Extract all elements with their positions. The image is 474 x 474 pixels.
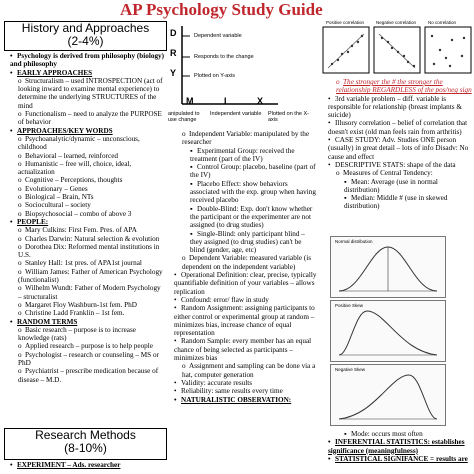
section-weight: (2-4%) <box>67 34 104 48</box>
bullet-icon: • <box>328 454 331 463</box>
list-item-text: Charles Darwin: Natural selection & evolution <box>25 234 160 243</box>
list-item <box>4 185 165 193</box>
bullet-icon: o <box>18 176 22 185</box>
list-item <box>322 136 472 161</box>
list-item <box>322 438 472 455</box>
bullet-icon: o <box>18 267 22 276</box>
list-item-text: Confound: error/ flaw in study <box>181 295 269 304</box>
bullet-icon: ▪ <box>190 204 193 213</box>
bullet-icon: o <box>18 151 22 160</box>
list-item <box>4 301 165 309</box>
bullet-icon: ▪ <box>344 194 347 203</box>
bullet-icon: • <box>328 160 331 169</box>
list-item <box>4 69 165 77</box>
list-item <box>4 176 165 184</box>
bullet-icon: ▪ <box>190 229 193 238</box>
diagram-label-xaxis: Plotted on the X-axis <box>268 111 309 123</box>
dry-mix-diagram <box>168 22 318 132</box>
list-item-text: Margaret Floy Washburn-1st fem. PhD <box>25 300 137 309</box>
list-item-text: Biological – Brain, NTs <box>25 193 94 202</box>
bullet-icon: o <box>18 76 22 85</box>
bullet-icon: ▪ <box>190 146 193 155</box>
list-item-text: Biopsychosocial – combo of above 3 <box>25 209 132 218</box>
list-item <box>4 351 165 368</box>
list-item-text: Basic research – purpose is to increase knowledge (rats) <box>18 325 136 343</box>
bullet-icon: • <box>10 317 13 326</box>
corr-label-none: No correlation <box>428 20 457 25</box>
bullet-icon: o <box>18 367 22 376</box>
bullet-icon: o <box>18 184 22 193</box>
list-item-text: PEOPLE: <box>17 217 49 226</box>
list-item-text: Cognitive – Perceptions, thoughts <box>25 176 123 185</box>
diagram-mix: M I X <box>186 96 278 106</box>
list-item-text: William James: Father of American Psychology (functionalist) <box>18 267 163 285</box>
list-item-text: Functionalism – need to analyze the PURPOSE of behavior <box>18 110 162 127</box>
list-item-text: Stanley Hall: 1st pres. of APA1st journal <box>25 259 142 268</box>
bullet-icon: o <box>18 242 22 251</box>
list-item-text: Experimental Group: received the treatment (part of the IV) <box>190 146 295 163</box>
distribution-figures <box>330 236 446 428</box>
bullet-icon: • <box>10 52 13 60</box>
bullet-icon: ▪ <box>190 179 193 188</box>
bullet-icon: ▪ <box>190 163 193 172</box>
section-header-history <box>4 21 167 51</box>
bullet-icon: o <box>18 134 22 143</box>
list-item <box>168 296 318 304</box>
diagram-label-manip: anipulated to use change <box>168 111 200 123</box>
list-item-text: Psychologist – research or counseling – MS or PhD <box>18 350 159 367</box>
diagram-letter-d: D <box>170 28 177 38</box>
section-weight: (8-10%) <box>64 441 107 455</box>
bullet-icon: o <box>18 110 22 119</box>
bullet-icon: o <box>18 342 22 351</box>
list-item <box>4 342 165 350</box>
bullet-icon: o <box>18 209 22 218</box>
list-item <box>4 309 165 317</box>
negative-skew-curve <box>331 365 445 425</box>
list-item-text: Validity: accurate results <box>181 378 253 387</box>
list-item <box>322 455 472 463</box>
list-item <box>322 194 472 211</box>
list-item <box>4 326 165 343</box>
list-item-text: Control Group: placebo, baseline (part of the IV) <box>190 163 316 180</box>
list-item <box>168 304 318 337</box>
bullet-icon: o <box>18 193 22 202</box>
list-item <box>168 271 318 296</box>
bullet-icon: ▪ <box>344 177 347 186</box>
list-item-text: APPROACHES/KEY WORDS <box>17 126 113 135</box>
list-item-text: Mean: Average (use in normal distribution) <box>344 177 438 194</box>
list-item <box>4 152 165 160</box>
list-item-text: RANDOM TERMS <box>17 317 78 326</box>
list-item-text: Structuralism – used INTROSPECTION (act of looking inward to examine mental experience) to determine the underlying STRUCTURES of the mind <box>18 76 163 110</box>
list-item <box>168 387 318 395</box>
diagram-label-dv: Dependent variable <box>194 33 242 39</box>
list-item <box>4 268 165 285</box>
bullet-icon: • <box>174 387 177 396</box>
list-item-text: Psychiatrist – prescribe medication because of disease – M.D. <box>18 367 159 384</box>
bullet-icon: • <box>174 395 177 404</box>
list-item-text: The stronger the # the stronger the relationship REGARDLESS of the pos/neg sign <box>336 78 472 95</box>
section-title: History and Approaches <box>21 21 150 35</box>
list-item <box>4 226 165 234</box>
list-item <box>322 169 472 177</box>
list-item <box>4 77 165 110</box>
list-item <box>168 379 318 387</box>
bullet-icon: • <box>174 295 177 304</box>
list-item <box>168 147 318 164</box>
list-item-text: Random Assignment: assigning participants to either control or experimental group at random – minimizes bias, increase chance of equal representation <box>174 304 315 338</box>
bullet-icon: o <box>182 130 186 138</box>
bullet-icon: • <box>174 304 177 313</box>
bullet-icon: • <box>174 271 177 280</box>
list-item <box>4 367 165 384</box>
correlation-charts <box>322 20 472 76</box>
list-item-text: Psychoanalytic/dynamic – unconscious, childhood <box>18 134 140 152</box>
list-item-text: Humanistic – free will, choice, ideal, actualization <box>18 159 132 177</box>
list-item-text: NATURALISTIC OBSERVATION: <box>181 395 292 404</box>
list-item <box>4 284 165 301</box>
bullet-icon: o <box>182 362 186 371</box>
section-title: Research Methods <box>35 428 136 442</box>
list-item-text: Double-Blind: Exp. don't know whether the participant or the experimenter are not assigned (to drug studies) <box>190 204 313 230</box>
list-item <box>4 218 165 226</box>
bullet-icon: o <box>18 309 22 318</box>
bullet-icon: o <box>18 226 22 235</box>
list-item-text: Measures of Central Tendency: <box>343 169 433 178</box>
column-history-bottom <box>4 461 165 469</box>
bullet-icon: o <box>18 325 22 334</box>
list-item <box>168 130 318 147</box>
list-item-text: EARLY APPROACHES <box>17 68 93 77</box>
list-item-text: Assignment and sampling can be done via a hat, computer generation <box>182 362 316 379</box>
bullet-icon: • <box>328 136 331 145</box>
corr-label-positive: Positive correlation <box>326 20 365 25</box>
list-item-text: CASE STUDY: Adv. Studies ONE person (usually) in great detail – lots of info Disadv: No cause and effect <box>328 136 469 161</box>
diagram-letter-r: R <box>170 48 177 58</box>
list-item <box>168 396 318 404</box>
list-item <box>4 259 165 267</box>
list-item <box>322 430 472 438</box>
bullet-icon: o <box>18 284 22 293</box>
list-item-text: Christine Ladd Franklin – 1st fem. <box>25 309 125 318</box>
bullet-icon: • <box>174 378 177 387</box>
page-title: AP Psychology Study Guide <box>120 0 323 19</box>
bullet-icon: • <box>328 94 331 103</box>
list-item <box>4 160 165 177</box>
list-item-text: STATISTICAL SIGNIFANCE = results are <box>335 454 468 463</box>
list-item-text: Mary Culkins: First Fem. Pres. of APA <box>25 226 137 235</box>
list-item <box>322 178 472 195</box>
list-item-text: Applied research – purpose is to help people <box>25 342 153 351</box>
list-item-text: Behavioral – learned, reinforced <box>25 151 118 160</box>
list-item <box>4 243 165 260</box>
column-research <box>168 130 318 404</box>
normal-distribution-figure: Normal distribution <box>330 236 446 298</box>
column-history <box>4 52 165 384</box>
bullet-icon: o <box>18 259 22 268</box>
bullet-icon: o <box>336 78 340 86</box>
corr-label-negative: Negative correlation <box>376 20 417 25</box>
list-item-text: Random Sample: every member has an equal chance of being selected as participants – minimizes bias <box>174 337 312 363</box>
bullet-icon: o <box>182 254 186 263</box>
list-item <box>322 95 472 120</box>
list-item-text: Illusory correlation – belief of correlation that doesn't exist (old man feels rain from arthritis) <box>328 119 468 136</box>
list-item <box>168 163 318 180</box>
list-item <box>4 201 165 209</box>
bullet-icon: o <box>18 159 22 168</box>
bullet-icon: • <box>10 217 13 226</box>
bullet-icon: • <box>328 438 331 447</box>
list-item-text: Reliability: same results every time <box>181 387 283 396</box>
list-item-text: Operational Definition: clear, precise, typically quantifiable definition of your variables – allows replication <box>174 271 317 296</box>
negative-skew-figure: Negative Skew <box>330 364 446 426</box>
list-item-text: Mode: occurs most often <box>351 430 423 438</box>
positive-skew-curve <box>331 301 445 361</box>
list-item-text: Median: Middle # (use in skewed distribution) <box>344 194 448 211</box>
list-item-text: INFERENTIAL STATISTICS: establishes significance (meaningfulness) <box>328 438 465 455</box>
column-statistics-bottom <box>322 430 472 463</box>
bullet-icon: o <box>18 350 22 359</box>
bullet-icon: o <box>336 169 340 178</box>
bullet-icon: ▪ <box>344 430 347 438</box>
list-item <box>4 52 165 69</box>
list-item <box>4 318 165 326</box>
list-item <box>4 135 165 152</box>
list-item <box>322 119 472 136</box>
correlation-plots <box>322 26 472 78</box>
list-item <box>168 205 318 230</box>
list-item <box>4 193 165 201</box>
list-item-text: Psychology is derived from philosophy (biology) and philosophy <box>10 52 165 69</box>
list-item-text: Wilhelm Wundt: Father of Modern Psychology – structuralist <box>18 284 161 301</box>
list-item: • EXPERIMENT – Ads. researcher <box>10 461 121 469</box>
list-item <box>4 210 165 218</box>
list-item-text: Sociocultural – society <box>25 201 91 210</box>
bullet-icon: o <box>18 300 22 309</box>
list-item-text: Evolutionary – Genes <box>25 184 88 193</box>
list-item-text: Dorothea Dix: Reformed mental institutions in U.S. <box>18 242 160 260</box>
list-item <box>168 230 318 255</box>
bullet-icon: • <box>10 126 13 135</box>
list-item-text: Dependent Variable: measured variable (is dependent on the independent variable) <box>182 254 312 271</box>
normal-curve <box>331 237 445 297</box>
bullet-icon: • <box>10 68 13 77</box>
diagram-label-iv: Independent variable <box>210 111 262 117</box>
list-item-text: Single-Blind: only participant blind – they assigned (to drug studies) can't be blind (gender, age, etc) <box>190 229 305 255</box>
list-item <box>4 235 165 243</box>
list-item-text: 3rd variable problem – diff. variable is responsible for relationship (breast implants & suicide) <box>328 94 462 120</box>
diagram-letter-y: Y <box>170 68 177 78</box>
list-item-text: DESCRIPTIVE STATS: shape of the data <box>335 160 456 169</box>
bullet-icon: • <box>328 119 331 128</box>
list-item <box>168 337 318 362</box>
list-item <box>4 127 165 135</box>
bullet-icon: o <box>18 201 22 210</box>
bullet-icon: • <box>174 337 177 346</box>
list-item <box>168 362 318 379</box>
diagram-label-responds: Responds to the change <box>194 54 254 60</box>
list-item <box>168 254 318 271</box>
list-item <box>168 180 318 205</box>
diagram-label-yaxis: Plotted on Y-axis <box>194 73 235 79</box>
list-item <box>4 110 165 127</box>
bullet-icon: o <box>18 234 22 243</box>
column-statistics <box>322 78 472 211</box>
section-header-research <box>4 428 167 460</box>
list-item <box>322 161 472 169</box>
list-item <box>322 78 472 95</box>
list-item-text: Placebo Effect: show behaviors associated with the exp. group when having received placebo <box>190 179 316 205</box>
list-item-text: Independent Variable: manipulated by the researcher <box>182 130 310 147</box>
positive-skew-figure: Positive Skew <box>330 300 446 362</box>
